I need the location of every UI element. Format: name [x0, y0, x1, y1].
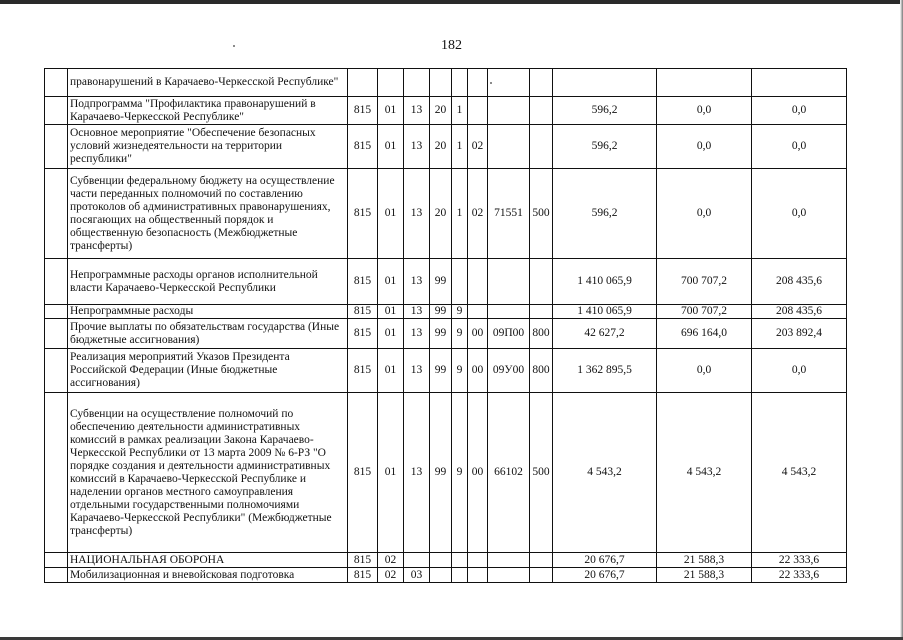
cell-main-activity: 00: [468, 393, 488, 553]
scan-top-edge: [0, 0, 903, 4]
cell-grbs: 815: [348, 259, 378, 305]
cell-amount-year-3: 22 333,6: [752, 553, 847, 568]
cell-amount-year-1: 20 676,7: [553, 553, 657, 568]
cell-subsection: [404, 553, 430, 568]
cell-main-activity: 02: [468, 125, 488, 169]
table-row: [45, 568, 847, 583]
table-row: [45, 393, 847, 553]
cell-section: 02: [378, 568, 404, 583]
cell-main-activity: [468, 305, 488, 319]
cell-blank: [45, 97, 68, 125]
cell-amount-year-3: 208 435,6: [752, 305, 847, 319]
cell-section: 02: [378, 553, 404, 568]
cell-main-activity: [468, 568, 488, 583]
cell-main-activity: [468, 553, 488, 568]
cell-amount-year-3: 0,0: [752, 169, 847, 259]
cell-subprogram: [452, 553, 468, 568]
cell-main-activity: [468, 259, 488, 305]
cell-direction: [488, 259, 530, 305]
cell-blank: [45, 319, 68, 349]
table-row: [45, 97, 847, 125]
cell-blank: [45, 553, 68, 568]
cell-direction: 09У00: [488, 349, 530, 393]
cell-expense-type: [530, 553, 553, 568]
cell-amount-year-3: 0,0: [752, 97, 847, 125]
cell-main-activity: 00: [468, 319, 488, 349]
table-row: [45, 319, 847, 349]
cell-direction: [488, 125, 530, 169]
cell-grbs: [348, 69, 378, 97]
cell-blank: [45, 305, 68, 319]
cell-subsection: [404, 69, 430, 97]
cell-program: 99: [430, 319, 452, 349]
cell-subprogram: 1: [452, 125, 468, 169]
cell-grbs: 815: [348, 305, 378, 319]
cell-expense-name: Непрограммные расходы: [68, 305, 348, 319]
table-row: [45, 169, 847, 259]
cell-grbs: 815: [348, 568, 378, 583]
cell-blank: [45, 393, 68, 553]
cell-amount-year-1: [553, 69, 657, 97]
cell-grbs: 815: [348, 169, 378, 259]
budget-table: [44, 68, 847, 583]
cell-subsection: 03: [404, 568, 430, 583]
cell-amount-year-2: 4 543,2: [657, 393, 752, 553]
cell-expense-name: Непрограммные расходы органов исполнительной власти Карачаево-Черкесской Республики: [68, 259, 348, 305]
cell-subsection: 13: [404, 259, 430, 305]
table-row: [45, 305, 847, 319]
cell-expense-name: НАЦИОНАЛЬНАЯ ОБОРОНА: [68, 553, 348, 568]
cell-subsection: 13: [404, 125, 430, 169]
table-row: [45, 125, 847, 169]
cell-amount-year-3: 22 333,6: [752, 568, 847, 583]
cell-subprogram: [452, 259, 468, 305]
cell-subsection: 13: [404, 349, 430, 393]
cell-expense-name: Основное мероприятие "Обеспечение безопасных условий жизнедеятельности на территории республики": [68, 125, 348, 169]
cell-amount-year-3: 0,0: [752, 125, 847, 169]
cell-section: 01: [378, 393, 404, 553]
cell-amount-year-2: 0,0: [657, 169, 752, 259]
table-row: [45, 259, 847, 305]
cell-section: 01: [378, 169, 404, 259]
cell-amount-year-1: 20 676,7: [553, 568, 657, 583]
cell-subprogram: 1: [452, 97, 468, 125]
page-number: 182: [441, 38, 462, 53]
cell-amount-year-3: 4 543,2: [752, 393, 847, 553]
cell-amount-year-3: 203 892,4: [752, 319, 847, 349]
cell-amount-year-1: 596,2: [553, 169, 657, 259]
cell-expense-type: 800: [530, 349, 553, 393]
cell-program: 99: [430, 259, 452, 305]
cell-section: 01: [378, 305, 404, 319]
cell-amount-year-2: 0,0: [657, 349, 752, 393]
cell-grbs: 815: [348, 125, 378, 169]
cell-expense-name: Подпрограмма "Профилактика правонарушений в Карачаево-Черкесской Республике": [68, 97, 348, 125]
cell-program: [430, 69, 452, 97]
cell-blank: [45, 349, 68, 393]
cell-section: 01: [378, 319, 404, 349]
cell-subprogram: 9: [452, 319, 468, 349]
cell-program: 20: [430, 169, 452, 259]
cell-section: 01: [378, 259, 404, 305]
cell-section: 01: [378, 349, 404, 393]
cell-subsection: 13: [404, 393, 430, 553]
cell-amount-year-1: 1 362 895,5: [553, 349, 657, 393]
cell-amount-year-2: 700 707,2: [657, 259, 752, 305]
cell-subprogram: [452, 568, 468, 583]
table-row: [45, 69, 847, 97]
cell-direction: 66102: [488, 393, 530, 553]
cell-program: 99: [430, 305, 452, 319]
cell-expense-type: 500: [530, 169, 553, 259]
cell-subsection: 13: [404, 305, 430, 319]
cell-subsection: 13: [404, 169, 430, 259]
cell-direction: [488, 97, 530, 125]
cell-subprogram: [452, 69, 468, 97]
cell-direction: [488, 553, 530, 568]
cell-blank: [45, 169, 68, 259]
cell-direction: [488, 568, 530, 583]
cell-section: 01: [378, 97, 404, 125]
cell-amount-year-2: [657, 69, 752, 97]
cell-expense-type: [530, 259, 553, 305]
cell-amount-year-2: 21 588,3: [657, 568, 752, 583]
cell-amount-year-3: [752, 69, 847, 97]
cell-direction: [488, 69, 530, 97]
cell-subprogram: 9: [452, 349, 468, 393]
cell-section: [378, 69, 404, 97]
cell-program: 99: [430, 393, 452, 553]
cell-blank: [45, 69, 68, 97]
cell-direction: 71551: [488, 169, 530, 259]
cell-amount-year-1: 596,2: [553, 125, 657, 169]
cell-program: [430, 568, 452, 583]
cell-expense-name: Мобилизационная и вневойсковая подготовка: [68, 568, 348, 583]
cell-main-activity: 00: [468, 349, 488, 393]
cell-program: 20: [430, 97, 452, 125]
cell-main-activity: 02: [468, 169, 488, 259]
cell-section: 01: [378, 125, 404, 169]
cell-amount-year-1: 42 627,2: [553, 319, 657, 349]
cell-expense-name: правонарушений в Карачаево-Черкесской Республике": [68, 69, 348, 97]
cell-amount-year-3: 208 435,6: [752, 259, 847, 305]
cell-subprogram: 9: [452, 393, 468, 553]
cell-program: 99: [430, 349, 452, 393]
cell-program: [430, 553, 452, 568]
cell-amount-year-2: 0,0: [657, 97, 752, 125]
cell-blank: [45, 568, 68, 583]
cell-main-activity: [468, 69, 488, 97]
cell-grbs: 815: [348, 553, 378, 568]
table-row: [45, 349, 847, 393]
cell-amount-year-1: 1 410 065,9: [553, 259, 657, 305]
cell-subprogram: 9: [452, 305, 468, 319]
table-row: [45, 553, 847, 568]
cell-amount-year-2: 700 707,2: [657, 305, 752, 319]
cell-expense-type: [530, 125, 553, 169]
cell-expense-name: Субвенции федеральному бюджету на осуществление части переданных полномочий по составлению протоколов об административных правонарушениях, посягающих на общественный порядок и общественную безопасность (Межбюджетные трансферты): [68, 169, 348, 259]
cell-direction: [488, 305, 530, 319]
cell-grbs: 815: [348, 349, 378, 393]
cell-amount-year-1: 596,2: [553, 97, 657, 125]
cell-amount-year-2: 21 588,3: [657, 553, 752, 568]
cell-blank: [45, 125, 68, 169]
cell-expense-type: 800: [530, 319, 553, 349]
cell-blank: [45, 259, 68, 305]
cell-program: 20: [430, 125, 452, 169]
cell-direction: 09П00: [488, 319, 530, 349]
cell-amount-year-3: 0,0: [752, 349, 847, 393]
cell-amount-year-2: 696 164,0: [657, 319, 752, 349]
cell-amount-year-1: 1 410 065,9: [553, 305, 657, 319]
cell-grbs: 815: [348, 393, 378, 553]
cell-expense-name: Реализация мероприятий Указов Президента Российской Федерации (Иные бюджетные ассигнования): [68, 349, 348, 393]
cell-expense-type: [530, 568, 553, 583]
cell-expense-type: 500: [530, 393, 553, 553]
cell-grbs: 815: [348, 319, 378, 349]
cell-subprogram: 1: [452, 169, 468, 259]
cell-expense-name: Прочие выплаты по обязательствам государства (Иные бюджетные ассигнования): [68, 319, 348, 349]
cell-amount-year-1: 4 543,2: [553, 393, 657, 553]
cell-subsection: 13: [404, 97, 430, 125]
cell-amount-year-2: 0,0: [657, 125, 752, 169]
cell-expense-type: [530, 97, 553, 125]
cell-grbs: 815: [348, 97, 378, 125]
cell-expense-name: Субвенции на осуществление полномочий по обеспечению деятельности административных комиссий в рамках реализации Закона Карачаево-Черкесской Республики от 13 марта 2009 № 6-РЗ "О порядке создания и деятельности административных комиссий в Карачаево-Черкесской Республике и наделении органов местного самоуправления отдельными государственными полномочиями Карачаево-Черкесской Республики" (Межбюджетные трансферты): [68, 393, 348, 553]
cell-main-activity: [468, 97, 488, 125]
cell-expense-type: [530, 305, 553, 319]
cell-expense-type: [530, 69, 553, 97]
cell-subsection: 13: [404, 319, 430, 349]
